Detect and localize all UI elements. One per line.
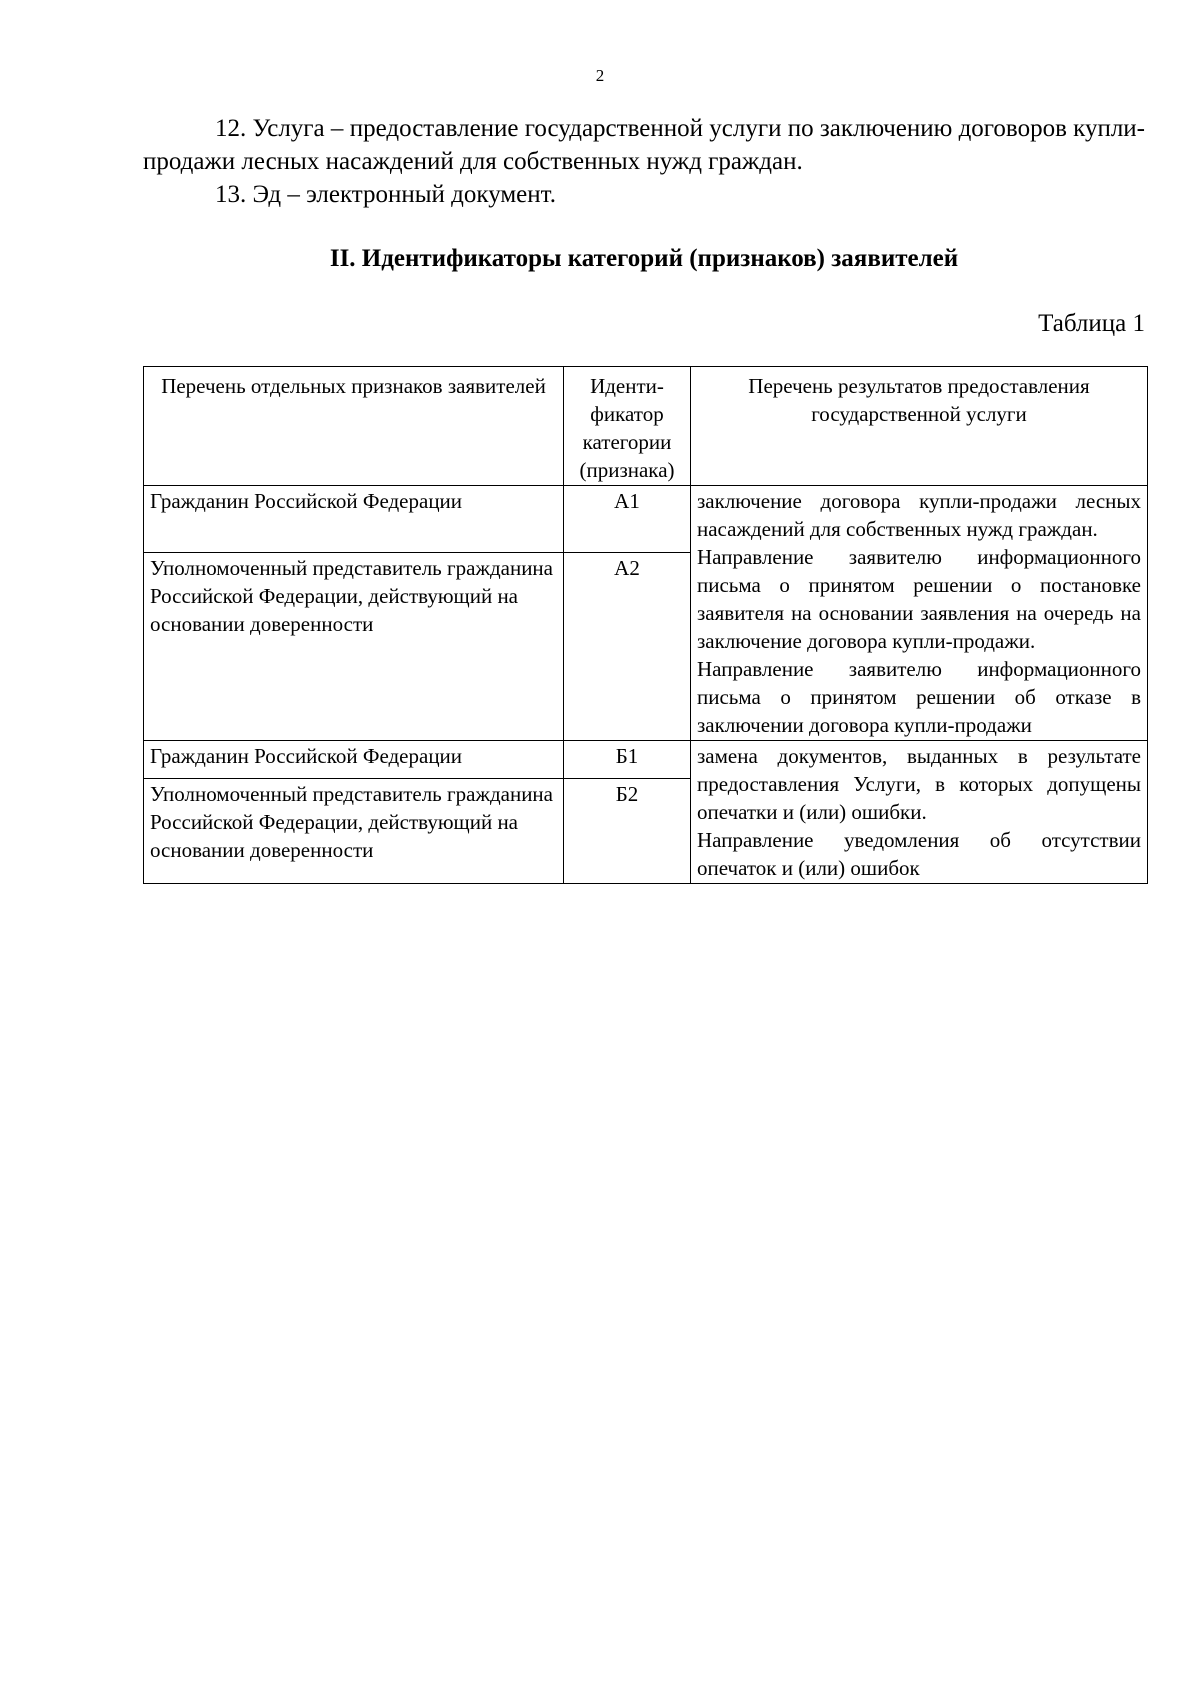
result-item: заключение договора купли-продажи лесных насаждений для собственных нужд граждан. bbox=[697, 489, 1141, 541]
table-caption: Таблица 1 bbox=[1038, 310, 1145, 337]
result-item: Направление заявителю информационного письма о принятом решении об отказе в заключении договора купли-продажи bbox=[697, 657, 1141, 737]
table-row bbox=[144, 741, 1148, 779]
header-category-identifier: Иденти-фикатор категории (признака) bbox=[564, 367, 691, 486]
results-cell-group-b bbox=[691, 741, 1148, 884]
applicant-cell: Гражданин Российской Федерации bbox=[144, 741, 564, 779]
identifier-cell: А2 bbox=[564, 552, 691, 740]
applicant-cell: Уполномоченный представитель гражданина Российской Федерации, действующий на основании доверенности bbox=[144, 552, 564, 740]
header-service-results: Перечень результатов предоставления государственной услуги bbox=[691, 367, 1148, 486]
paragraph-12: 12. Услуга – предоставление государственной услуги по заключению договоров купли-продажи лесных насаждений для собственных нужд граждан. bbox=[143, 115, 1145, 175]
applicant-cell: Уполномоченный представитель гражданина Российской Федерации, действующий на основании доверенности bbox=[144, 778, 564, 883]
paragraph-13: 13. Эд – электронный документ. bbox=[215, 181, 556, 208]
page-number: 2 bbox=[595, 66, 605, 85]
section-heading: II. Идентификаторы категорий (признаков) заявителей bbox=[329, 245, 959, 272]
results-cell-group-a bbox=[691, 486, 1148, 741]
applicant-categories-table bbox=[143, 366, 1148, 884]
header-applicant-features: Перечень отдельных признаков заявителей bbox=[144, 367, 564, 486]
body-text bbox=[143, 112, 1145, 211]
applicant-cell: Гражданин Российской Федерации bbox=[144, 486, 564, 553]
identifier-cell: Б2 bbox=[564, 778, 691, 883]
identifier-cell: А1 bbox=[564, 486, 691, 553]
table-header-row bbox=[144, 367, 1148, 486]
result-item: Направление уведомления об отсутствии опечаток и (или) ошибок bbox=[697, 828, 1141, 880]
result-item: Направление заявителю информационного письма о принятом решении о постановке заявителя на основании заявления на очередь на заключение договора купли-продажи. bbox=[697, 545, 1141, 653]
table-row bbox=[144, 486, 1148, 553]
identifier-cell: Б1 bbox=[564, 741, 691, 779]
result-item: замена документов, выданных в результате предоставления Услуги, в которых допущены опечатки и (или) ошибки. bbox=[697, 744, 1141, 824]
